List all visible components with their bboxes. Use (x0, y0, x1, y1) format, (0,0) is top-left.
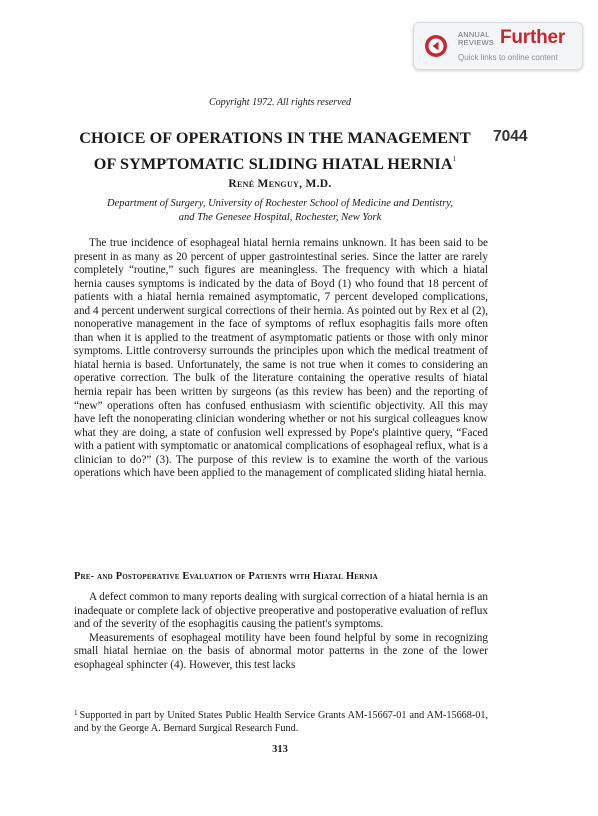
paragraph: A defect common to many reports dealing with surgical correction of a hiatal hernia is an inadequate or complete lack of objective preoperative and postoperative evaluation of reflux and of the severity of the esophagitis causing the patient's symptoms. (74, 591, 488, 631)
badge-subtitle: Quick links to online content (458, 53, 558, 62)
footnote (74, 707, 488, 735)
play-arrow-icon (424, 34, 448, 58)
copyright-notice: Copyright 1972. All rights reserved (209, 97, 351, 108)
title-footnote-marker: 1 (452, 155, 457, 163)
section-heading: Pre- and Postoperative Evaluation of Patients with Hiatal Hernia (74, 571, 378, 582)
section-body (74, 591, 488, 672)
author-name: René Menguy, M.D. (228, 178, 332, 190)
footnote-text: Supported in part by United States Public Health Service Grants AM-15667-01 and AM-15668-01, and by the George A. Bernard Surgical Research Fund. (74, 710, 488, 735)
page-number: 313 (272, 744, 288, 755)
badge-publisher: ANNUAL REVIEWS (458, 30, 494, 47)
paragraph: The true incidence of esophageal hiatal hernia remains unknown. It has been said to be present in as many as 20 percent of upper gastrointestinal series. Since the latter are rarely completely “routine,” such figures are meaningless. The frequency with which a hiatal hernia causes symptoms is indicated by the data of Boyd (1) who found that 18 percent of patients with a hiatal hernia remained asymptomatic, 7 percent developed complications, and 4 percent underwent surgical corrections of their hernia. As pointed out by Rex et al (2), nonoperative management in the face of symptoms of reflux esophagitis fails more often than when it is applied to the treatment of asymptomatic patients or those with only minor symptoms. Little controversy surrounds the principles upon which the medical treatment of hiatal hernia is based. Unfortunately, the same is not true when it comes to considering an operative correction. The bulk of the literature containing the operative results of hiatal hernia repair has been written by surgeons (as this review has been) and the reporting of “new” operations often has confused enthusiasm with scientific objectivity. All this may have left the nonoperating clinician wondering whether or not his surgical colleagues know what they are doing, a state of confusion well expressed by Pope's plaintive query, “Faced with a patient with symptomatic or anatomical complications of esophageal reflux, what is a clinician to do?” (3). The purpose of this review is to examine the worth of the various operations which have been applied to the management of complicated sliding hiatal hernia. (74, 237, 488, 480)
footnote-marker: 1 (74, 709, 78, 717)
article-number: 7044 (493, 128, 528, 145)
article-title: CHOICE OF OPERATIONS IN THE MANAGEMENT OF SYMPTOMATIC SLIDING HIATAL HERNIA$^1$ (79, 129, 471, 173)
badge-further-label: Further (500, 27, 566, 48)
intro-body (74, 237, 488, 481)
author-affiliation: Department of Surgery, University of Rochester School of Medicine and Dentistry, and The Genesee Hospital, Rochester, New York (106, 198, 454, 223)
paragraph: Measurements of esophageal motility have been found helpful by some in recognizing small hiatal herniae on the basis of abnormal motor patterns in the zone of the lower esophageal sphincter (4). However, this test lacks (74, 631, 488, 671)
annual-reviews-further-badge[interactable] (413, 22, 583, 70)
